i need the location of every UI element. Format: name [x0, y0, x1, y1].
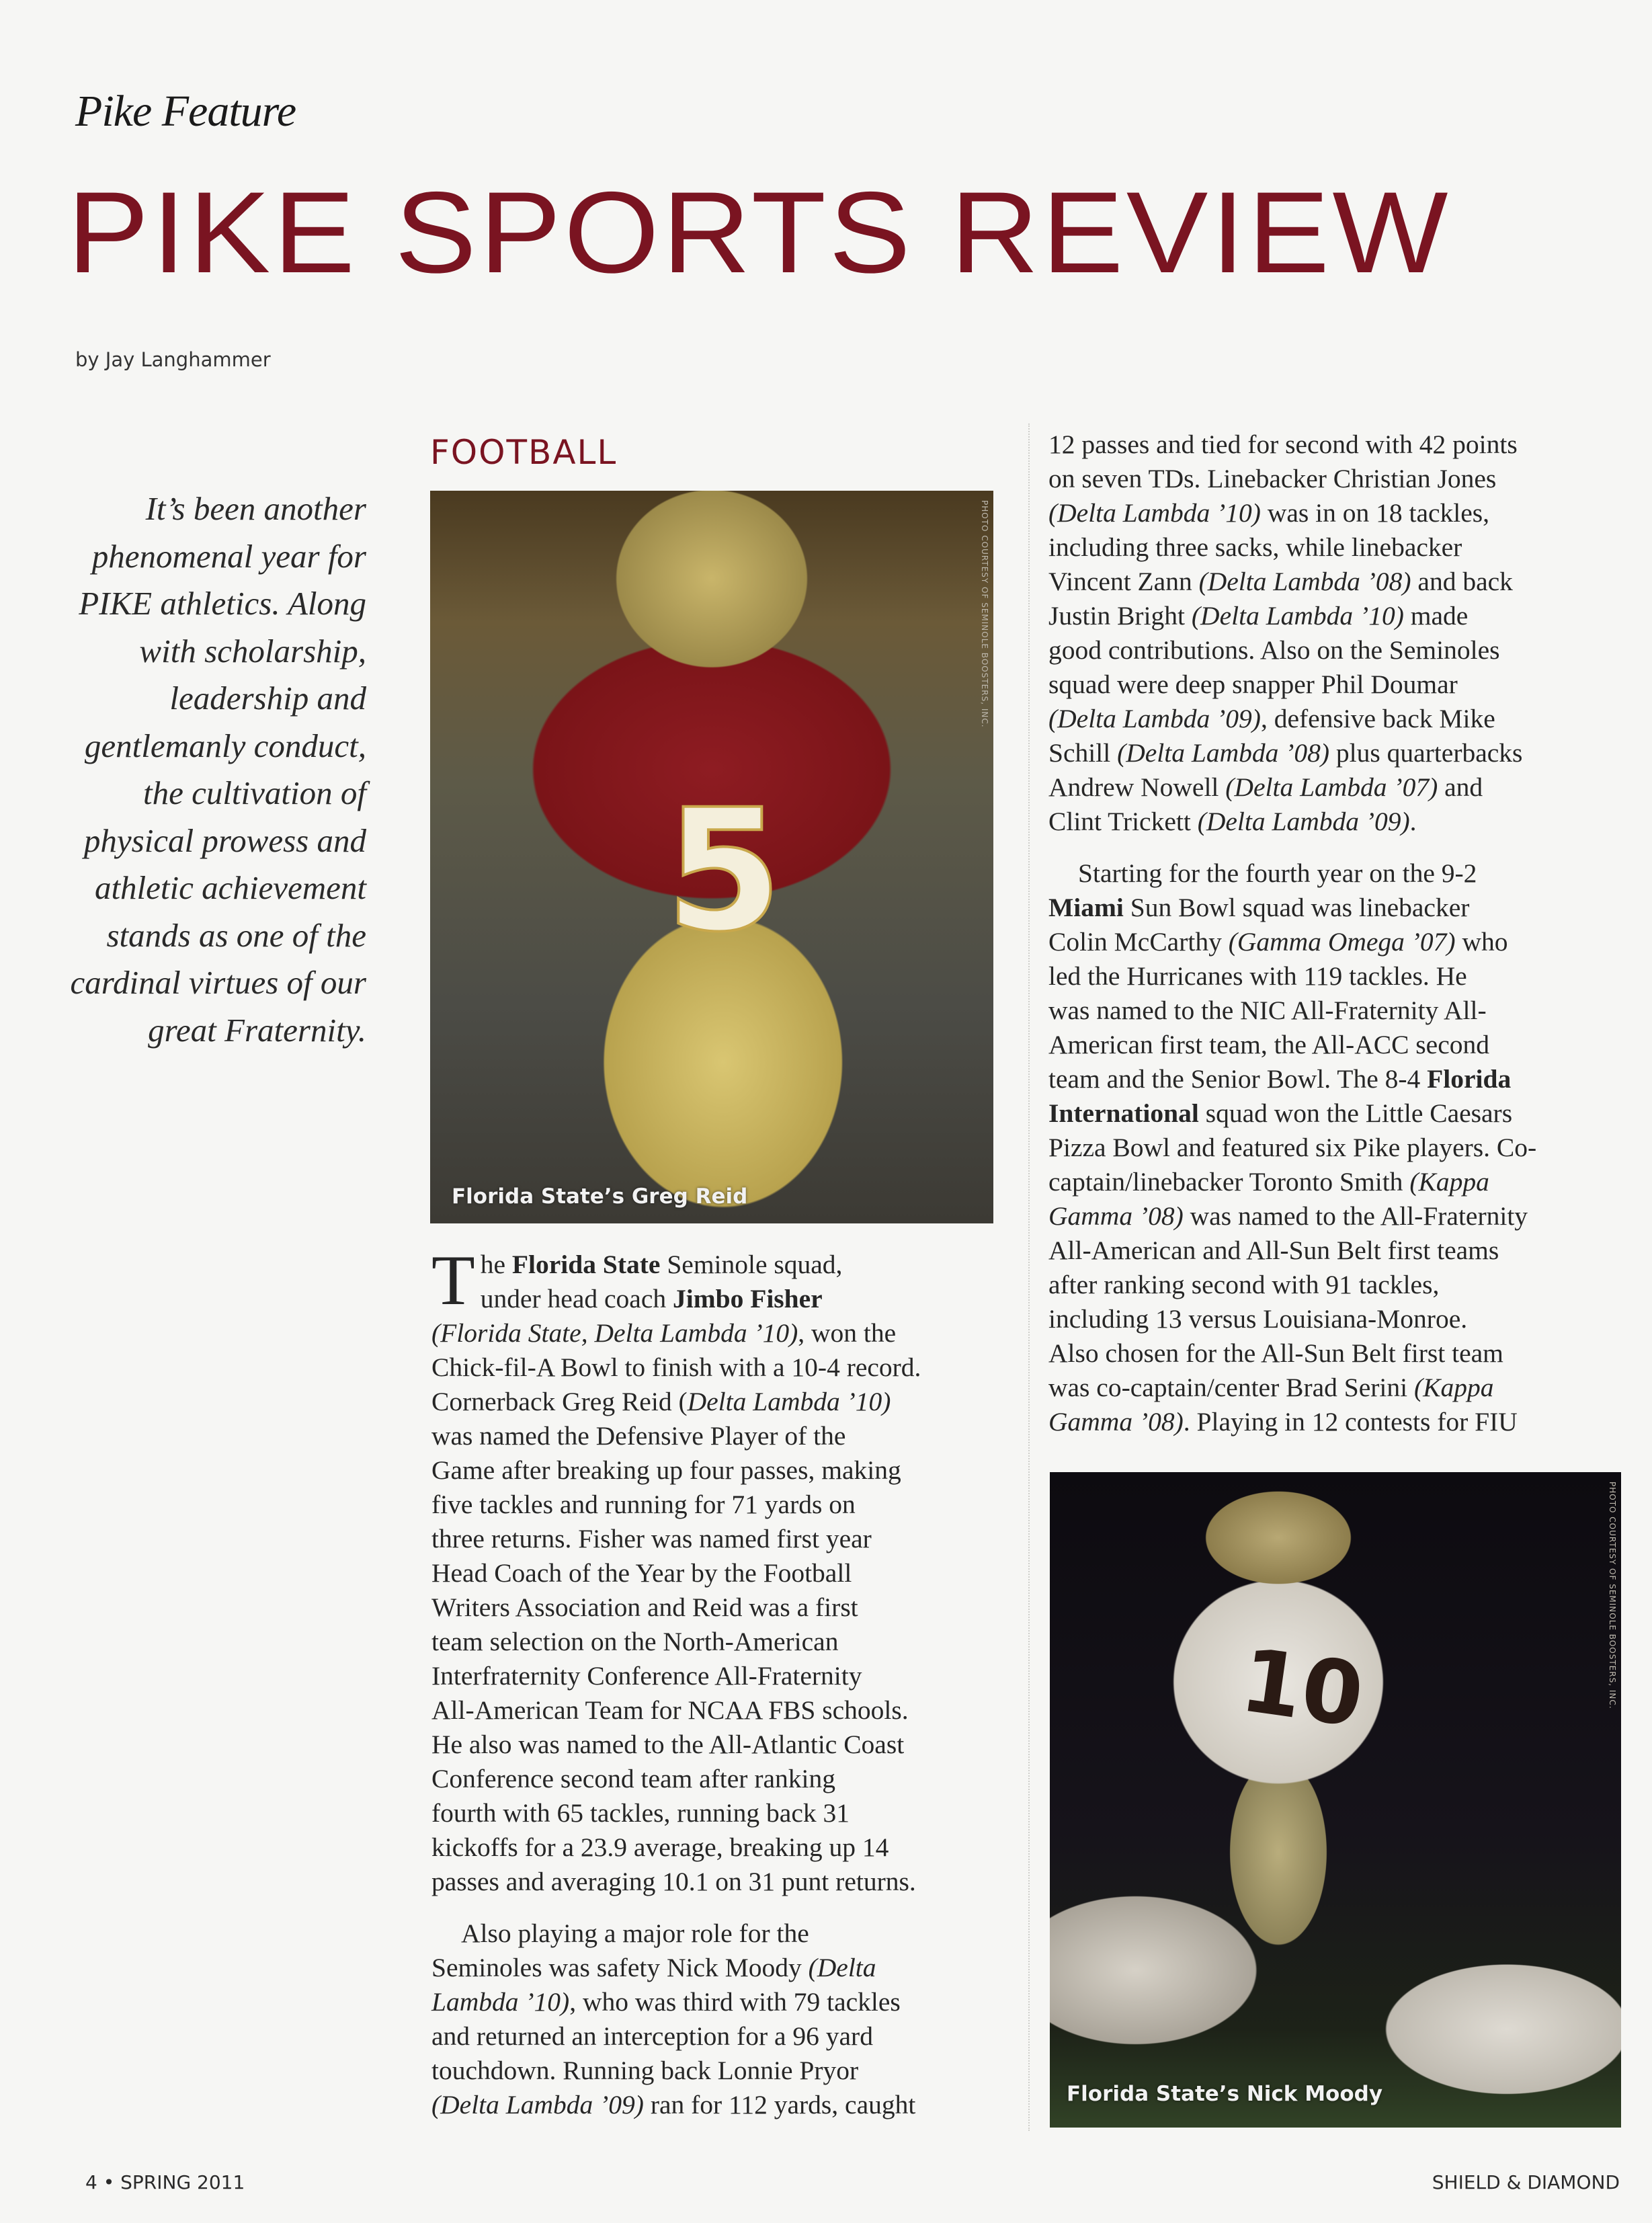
chapter-ref: Gamma ’08)	[1048, 1201, 1184, 1231]
jersey-number: 10	[1235, 1629, 1370, 1747]
text-line: led the Hurricanes with 119 tackles. He	[1048, 961, 1467, 991]
chapter-ref: Gamma ’08)	[1048, 1407, 1184, 1437]
text: Justin Bright	[1048, 601, 1192, 631]
text: Seminole squad,	[660, 1250, 843, 1279]
text: made	[1403, 601, 1469, 631]
text: Seminoles was safety Nick Moody	[431, 1953, 809, 1982]
text: Cornerback Greg Reid (	[431, 1387, 688, 1416]
text-line: on seven TDs. Linebacker Christian Jones	[1048, 464, 1497, 493]
text: .	[1409, 807, 1417, 836]
text: and	[1438, 772, 1483, 802]
text-line: Also playing a major role for the	[461, 1918, 809, 1948]
paragraph-miami-fiu	[1048, 856, 1626, 1439]
body-column-middle	[431, 1241, 1003, 2122]
photo-nick-moody	[1050, 1472, 1621, 2128]
text: was named to the All-Fraternity	[1183, 1201, 1528, 1231]
pull-quote-line: athletic achievement	[94, 869, 366, 906]
text-line: Writers Association and Reid was a first	[431, 1592, 858, 1622]
pull-quote-line: stands as one of the	[106, 916, 366, 954]
text: Schill	[1048, 738, 1118, 768]
text-line: Also chosen for the All-Sun Belt first team	[1048, 1338, 1503, 1368]
chapter-ref: Lambda ’10)	[431, 1987, 570, 2017]
text-line: Interfraternity Conference All-Fraternity	[431, 1661, 862, 1691]
pull-quote-line: physical prowess and	[83, 821, 366, 859]
text-line: after ranking second with 91 tackles,	[1048, 1270, 1440, 1299]
chapter-ref: (Gamma Omega ’07)	[1228, 927, 1456, 957]
text: . Playing in 12 contests for FIU	[1183, 1407, 1518, 1437]
text-line: Game after breaking up four passes, making	[431, 1455, 901, 1485]
team-name: International	[1048, 1098, 1199, 1128]
text: and back	[1411, 567, 1513, 596]
text: plus quarterbacks	[1329, 738, 1523, 768]
text: , who was third with 79 tackles	[569, 1987, 901, 2017]
paragraph-florida-state	[431, 1241, 1003, 1899]
text-line: kickoffs for a 23.9 average, breaking up 14	[431, 1832, 889, 1862]
photo-credit: PHOTO COURTESY OF SEMINOLE BOOSTERS, INC.	[1608, 1482, 1617, 1709]
text-line: All-American Team for NCAA FBS schools.	[431, 1695, 909, 1725]
body-column-right	[1048, 428, 1626, 1439]
pull-quote	[47, 485, 366, 1054]
pull-quote-line: leadership and	[169, 680, 366, 717]
column-divider	[1028, 423, 1030, 2131]
text: , won the	[798, 1318, 897, 1348]
pull-quote-line: phenomenal year for	[91, 537, 366, 575]
text: Colin McCarthy	[1048, 927, 1229, 957]
photo-caption: Florida State’s Greg Reid	[452, 1184, 748, 1209]
text-line: five tackles and running for 71 yards on	[431, 1490, 856, 1519]
chapter-ref: (Delta Lambda ’09)	[1048, 704, 1261, 733]
text-line: good contributions. Also on the Seminoles	[1048, 635, 1500, 665]
team-name: Miami	[1048, 893, 1124, 922]
photo-credit: PHOTO COURTESY OF SEMINOLE BOOSTERS, INC.	[980, 500, 989, 728]
chapter-ref: Delta Lambda ’10)	[687, 1387, 891, 1416]
text: captain/linebacker Toronto Smith	[1048, 1167, 1410, 1197]
text-line: 12 passes and tied for second with 42 points	[1048, 430, 1518, 459]
coach-name: Jimbo Fisher	[672, 1284, 823, 1313]
pull-quote-line: It’s been another	[145, 490, 366, 527]
text-line: including three sacks, while linebacker	[1048, 532, 1462, 562]
team-name: Florida State	[511, 1250, 661, 1279]
text-line: was named to the NIC All-Fraternity All-	[1048, 996, 1487, 1025]
text-line: squad were deep snapper Phil Doumar	[1048, 670, 1458, 699]
text: team and the Senior Bowl. The 8-4	[1048, 1064, 1428, 1094]
chapter-ref: (Delta Lambda ’08)	[1117, 738, 1330, 768]
chapter-ref: (Delta Lambda ’09)	[1197, 807, 1410, 836]
drop-cap: T	[431, 1241, 475, 1320]
text-line: fourth with 65 tackles, running back 31	[431, 1798, 850, 1828]
paragraph-nick-moody	[431, 1916, 1003, 2122]
chapter-ref: (Delta Lambda ’07)	[1225, 772, 1438, 802]
pull-quote-line: the cultivation of	[142, 774, 366, 811]
pull-quote-line: with scholarship,	[139, 632, 366, 670]
pull-quote-line: cardinal virtues of our	[70, 964, 366, 1001]
chapter-ref: (Kappa	[1409, 1167, 1489, 1197]
chapter-ref: (Florida State, Delta Lambda ’10)	[431, 1318, 798, 1348]
text-line: including 13 versus Louisiana-Monroe.	[1048, 1304, 1468, 1334]
text-line: three returns. Fisher was named first year	[431, 1524, 872, 1553]
text-line: Starting for the fourth year on the 9-2	[1078, 858, 1477, 888]
text-line: team selection on the North-American	[431, 1627, 839, 1656]
byline: by Jay Langhammer	[75, 348, 271, 371]
chapter-ref: (Delta Lambda ’09)	[431, 2090, 644, 2119]
text: he	[480, 1250, 512, 1279]
chapter-ref: (Kappa	[1414, 1373, 1494, 1402]
paragraph-seminoles-continued	[1048, 428, 1626, 839]
photo-greg-reid	[430, 491, 993, 1223]
chapter-ref: (Delta Lambda ’10)	[1191, 601, 1404, 631]
chapter-ref: (Delta Lambda ’08)	[1198, 567, 1411, 596]
text: Clint Trickett	[1048, 807, 1198, 836]
section-kicker: Pike Feature	[75, 87, 296, 136]
page-title: PIKE SPORTS REVIEW	[67, 168, 1451, 297]
text: squad won the Little Caesars	[1198, 1098, 1513, 1128]
section-heading-football: FOOTBALL	[430, 433, 618, 472]
text-line: American first team, the All-ACC second	[1048, 1030, 1489, 1059]
text: Sun Bowl squad was linebacker	[1123, 893, 1470, 922]
pull-quote-line: PIKE athletics. Along	[79, 585, 366, 622]
text-line: Pizza Bowl and featured six Pike players. Co-	[1048, 1133, 1537, 1162]
pull-quote-line: great Fraternity.	[148, 1011, 366, 1049]
pull-quote-line: gentlemanly conduct,	[84, 727, 366, 764]
text: , defensive back Mike	[1260, 704, 1495, 733]
text-line: was named the Defensive Player of the	[431, 1421, 846, 1451]
jersey-number: 5	[665, 773, 782, 969]
text-line: He also was named to the All-Atlantic Coast	[431, 1730, 905, 1759]
text: was co-captain/center Brad Serini	[1048, 1373, 1414, 1402]
chapter-ref: (Delta Lambda ’10)	[1048, 498, 1261, 528]
text: Andrew Nowell	[1048, 772, 1226, 802]
text-line: All-American and All-Sun Belt first teams	[1048, 1236, 1499, 1265]
team-name: Florida	[1427, 1064, 1512, 1094]
text: Vincent Zann	[1048, 567, 1199, 596]
text: who	[1455, 927, 1508, 957]
photo-caption: Florida State’s Nick Moody	[1067, 2082, 1383, 2106]
text-line: Conference second team after ranking	[431, 1764, 835, 1793]
text-line: Head Coach of the Year by the Football	[431, 1558, 852, 1588]
text-line: touchdown. Running back Lonnie Pryor	[431, 2056, 859, 2085]
text-line: passes and averaging 10.1 on 31 punt returns.	[431, 1867, 916, 1896]
text: was in on 18 tackles,	[1260, 498, 1490, 528]
text: under head coach	[480, 1284, 673, 1313]
chapter-ref: (Delta	[808, 1953, 876, 1982]
text-line: Chick-fil-A Bowl to finish with a 10-4 record.	[431, 1352, 921, 1382]
text-line: and returned an interception for a 96 yard	[431, 2021, 873, 2051]
footer-publication-name: SHIELD & DIAMOND	[1432, 2171, 1620, 2193]
footer-page-issue: 4 • SPRING 2011	[85, 2171, 245, 2193]
text: ran for 112 yards, caught	[643, 2090, 916, 2119]
